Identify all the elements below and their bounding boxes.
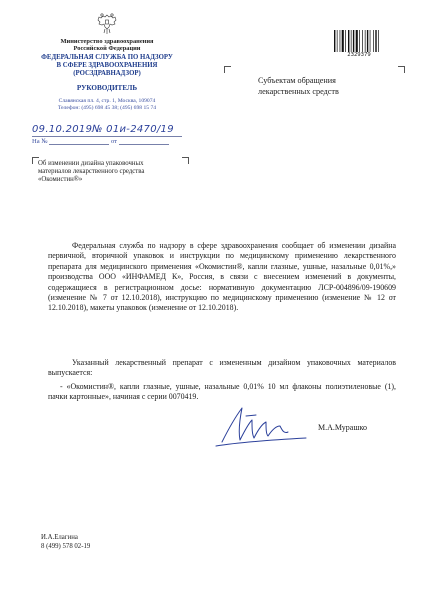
service-name	[26, 54, 188, 77]
handwritten-signature	[210, 402, 310, 450]
address-line: Славянская пл. 4, стр. 1, Москва, 109074	[58, 98, 156, 104]
executor-name: И.А.Елагина	[41, 534, 78, 541]
ministry-line-2: Российской Федерации	[73, 45, 141, 53]
reference-no-label: На №	[32, 138, 48, 145]
ministry-name	[26, 38, 188, 52]
reference-no-blank	[49, 138, 109, 145]
signer-name: М.А.Мурашко	[318, 423, 367, 432]
barcode-number: 2329379	[347, 52, 371, 58]
body-paragraph-1: Федеральная служба по надзору в сфере здравоохранения сообщает об изменении дизайна первичной, вторичной упаковок и инструкции по медицинскому применению лекарственного препарата для медицинского применения «Окомистин®, капли глазные, ушные, назальные 0,01%,» производства ООО «ИНФАМЕД К», Россия, в связи с внесением изменений в документы, содержащиеся в регистрационном досье: нормативную документацию ЛСР-004896/09-190609 (изменение № 7 от 12.10.2018), инструкцию по медицинскому применению (изменение № 12 от 12.10.2018), макеты упаковок (изменение от 12.10.2018).	[48, 241, 396, 313]
service-line-1: ФЕДЕРАЛЬНАЯ СЛУЖБА ПО НАДЗОРУ	[41, 54, 173, 61]
sender-address	[26, 98, 188, 112]
addressee	[258, 75, 408, 97]
phone-line: Телефон: (495) 698 45 38; (495) 698 15 74	[57, 105, 157, 111]
executor-info	[41, 534, 90, 551]
letter-subject	[38, 160, 188, 185]
registration-underline	[32, 136, 182, 137]
barcode	[334, 30, 384, 52]
director-title: РУКОВОДИТЕЛЬ	[76, 84, 138, 92]
body-paragraph-2: Указанный лекарственный препарат с измененным дизайном упаковочных материалов выпускается:	[48, 358, 396, 378]
executor-phone: 8 (499) 578 02-19	[41, 542, 91, 550]
subject-line-3: «Окомистин®»	[38, 176, 83, 184]
body-paragraph-3: - «Окомистин®, капли глазные, ушные, назальные 0,01% 10 мл флаконы полиэтиленовые (1), пачки картонные», начиная с серии 0070419.	[48, 382, 396, 402]
addressee-line-1: Субъектам обращения	[258, 76, 336, 85]
addressee-corner-left	[224, 66, 231, 73]
subject-line-1: Об изменении дизайна упаковочных	[38, 160, 144, 167]
subject-line-2: материалов лекарственного средства	[38, 168, 145, 176]
coat-of-arms-emblem	[94, 11, 120, 37]
handwritten-number: № 01и-2470/19	[92, 124, 174, 135]
handwritten-date: 09.10.2019	[32, 124, 93, 135]
ministry-line-1: Министерство здравоохранения	[60, 38, 154, 45]
service-line-2: В СФЕРЕ ЗДРАВООХРАНЕНИЯ	[56, 61, 158, 69]
reference-row	[32, 138, 202, 148]
addressee-corner-right	[398, 66, 405, 73]
service-line-3: (РОСЗДРАВНАДЗОР)	[73, 69, 141, 77]
reference-from-blank	[119, 138, 169, 145]
addressee-line-2: лекарственных средств	[258, 87, 339, 96]
reference-from-label: от	[110, 138, 118, 145]
